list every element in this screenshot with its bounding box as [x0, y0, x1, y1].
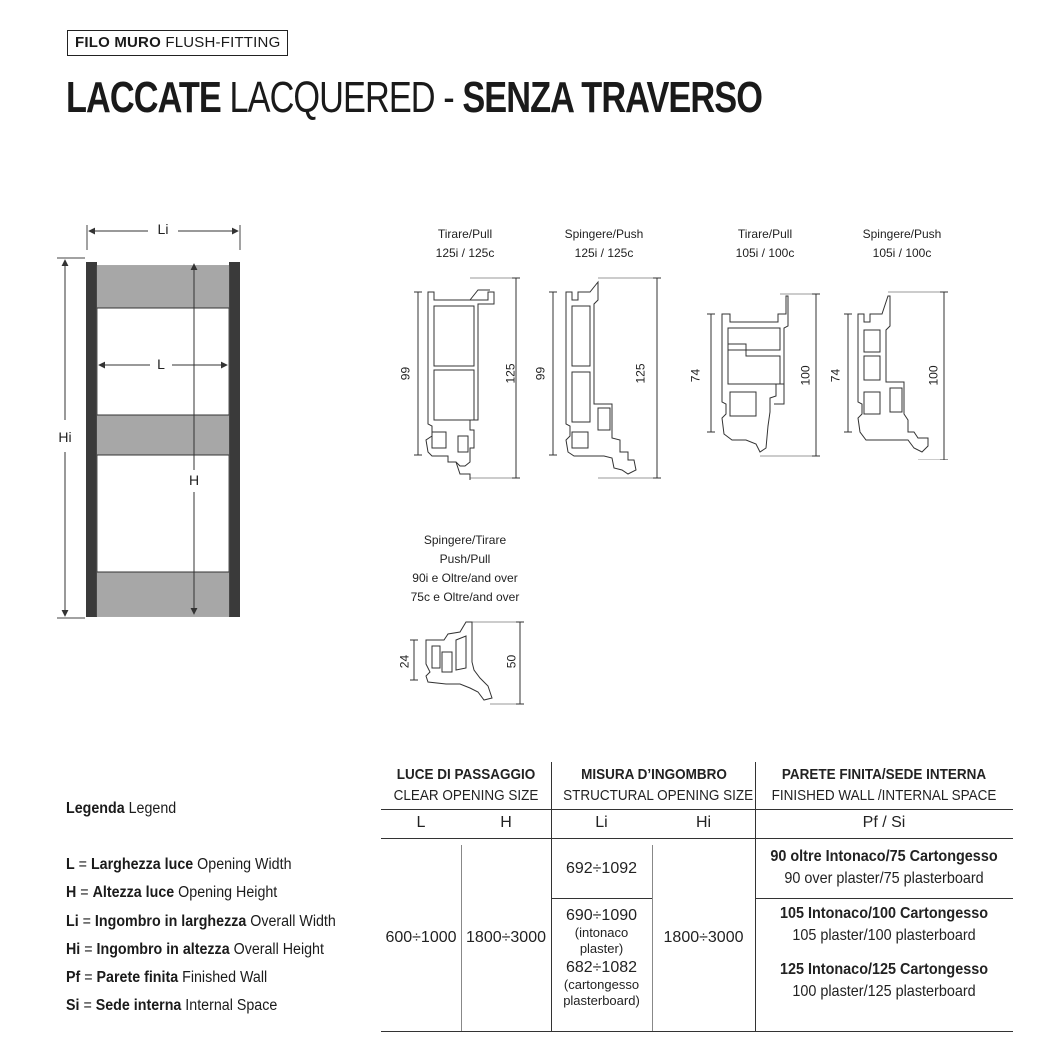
note-li-2b: plaster): [579, 941, 624, 956]
profile-4-line2: 105i / 100c: [872, 246, 932, 260]
page-title: [66, 74, 762, 122]
legend-term: Parete finita: [96, 969, 179, 986]
profile-2-line2: 125i / 125c: [574, 246, 634, 260]
profile-3-dim-right: 100: [798, 365, 813, 386]
value-h: 1800÷3000: [466, 929, 546, 946]
wall-option-1: [755, 848, 1013, 888]
door-frame-diagram: [50, 215, 260, 625]
legend-translation: Overall Height: [233, 941, 324, 958]
legend-translation: Opening Width: [197, 856, 292, 873]
profile-small-dim-right: 50: [504, 654, 519, 669]
profile-caption-1: [405, 225, 525, 263]
value-l: 600÷1000: [385, 929, 457, 946]
profile-4-dim-right: 100: [926, 365, 941, 386]
profile-4-line1: Spingere/Push: [862, 227, 942, 241]
profile-small-line4: 75c e Oltre/and over: [410, 590, 520, 604]
profile-caption-4: [842, 225, 962, 263]
col2-subtitle: STRUCTURAL OPENING SIZE: [563, 787, 754, 804]
dimension-label-hi: Hi: [52, 428, 78, 447]
legend-translation: Opening Height: [178, 884, 278, 901]
profile-2-line1: Spingere/Push: [564, 227, 644, 241]
profile-1-dim-right: 125: [503, 363, 518, 384]
title-bold-1: LACCATE: [66, 73, 221, 122]
profile-small-line1: Spingere/Tirare: [423, 533, 507, 547]
profile-3-dim-left: 74: [688, 368, 703, 383]
legend-item: Si = Sede interna Internal Space: [66, 997, 278, 1014]
wall-2-rest: 105 plaster/100 plasterboard: [792, 927, 976, 944]
col3-title: PARETE FINITA/SEDE INTERNA: [781, 766, 987, 783]
profile-1-line2: 125i / 125c: [435, 246, 495, 260]
value-li-3: 682÷1082: [565, 959, 638, 976]
header-hi: Hi: [695, 814, 712, 831]
col1-title: LUCE DI PASSAGGIO: [396, 766, 536, 783]
legend-item: Pf = Parete finita Finished Wall: [66, 969, 268, 986]
profile-small-line2: Push/Pull: [439, 552, 491, 566]
profile-1-line1: Tirare/Pull: [437, 227, 493, 241]
header-pf-si: Pf / Si: [862, 814, 906, 831]
legend-term: Sede interna: [95, 997, 182, 1014]
value-li-1: 692÷1092: [565, 860, 638, 877]
wall-3-bold: 125 Intonaco/125 Cartongesso: [779, 961, 989, 978]
profile-small-dim-left: 24: [397, 654, 412, 669]
profile-caption-2: [544, 225, 664, 263]
legend-key: Si: [66, 997, 80, 1014]
legend-item: Li = Ingombro in larghezza Overall Width: [66, 913, 336, 930]
header-l: L: [416, 814, 426, 831]
title-bold-2: SENZA TRAVERSO: [462, 73, 762, 122]
legend-key: Pf: [66, 969, 81, 986]
profile-2-dim-right: 125: [633, 363, 648, 384]
wall-option-2: [755, 905, 1013, 945]
profile-1-dim-left: 99: [398, 366, 413, 381]
col2-header: [553, 766, 755, 804]
legend-title-rest: Legend: [128, 800, 177, 817]
col2-title: MISURA D’INGOMBRO: [581, 766, 727, 783]
category-tag: [67, 30, 288, 56]
title-middle: LACQUERED -: [229, 73, 463, 122]
value-li-2: 690÷1090: [565, 907, 638, 924]
legend-item: H = Altezza luce Opening Height: [66, 884, 278, 901]
legend-term: Larghezza luce: [90, 856, 194, 873]
legend-translation: Overall Width: [250, 913, 336, 930]
profile-4-dim-left: 74: [828, 368, 843, 383]
col3-subtitle: FINISHED WALL /INTERNAL SPACE: [771, 787, 997, 804]
dimension-label-l: L: [157, 356, 165, 372]
dimension-label-h: H: [183, 471, 205, 490]
legend-key: L: [66, 856, 75, 873]
value-li-group: [551, 907, 652, 1009]
col3-header: [755, 766, 1013, 804]
profile-caption-small: [400, 531, 530, 607]
category-tag-bold: FILO MURO: [75, 34, 161, 51]
legend-title-bold: Legenda: [66, 800, 125, 817]
legend-translation: Finished Wall: [182, 969, 268, 986]
legend-key: Li: [66, 913, 79, 930]
legend-key: Hi: [66, 941, 81, 958]
wall-3-rest: 100 plaster/125 plasterboard: [792, 983, 976, 1000]
col1-header: [381, 766, 551, 804]
note-li-2a: (intonaco: [574, 925, 629, 940]
profile-caption-3: [705, 225, 825, 263]
header-h: H: [500, 814, 512, 831]
profile-small-line3: 90i e Oltre/and over: [412, 571, 518, 585]
header-li: Li: [595, 814, 608, 831]
legend-item: Hi = Ingombro in altezza Overall Height: [66, 941, 324, 958]
legend-item: L = Larghezza luce Opening Width: [66, 856, 292, 873]
wall-2-bold: 105 Intonaco/100 Cartongesso: [779, 905, 989, 922]
profile-2-dim-left: 99: [533, 366, 548, 381]
legend-translation: Internal Space: [185, 997, 278, 1014]
wall-1-bold: 90 oltre Intonaco/75 Cartongesso: [770, 848, 998, 865]
legend-term: Ingombro in altezza: [96, 941, 230, 958]
legend-title: [66, 799, 176, 819]
profile-3-line1: Tirare/Pull: [737, 227, 793, 241]
legend-term: Ingombro in larghezza: [94, 913, 247, 930]
dimension-label-li: Li: [157, 221, 169, 237]
wall-1-rest: 90 over plaster/75 plasterboard: [784, 870, 984, 887]
note-li-3b: plasterboard): [563, 993, 640, 1008]
legend-key: H: [66, 884, 77, 901]
note-li-3a: (cartongesso: [563, 977, 640, 992]
value-hi: 1800÷3000: [663, 929, 744, 946]
col1-subtitle: CLEAR OPENING SIZE: [393, 787, 539, 804]
legend-term: Altezza luce: [92, 884, 175, 901]
category-tag-rest: FLUSH-FITTING: [165, 34, 281, 51]
wall-option-3: [755, 961, 1013, 1001]
profile-3-line2: 105i / 100c: [735, 246, 795, 260]
